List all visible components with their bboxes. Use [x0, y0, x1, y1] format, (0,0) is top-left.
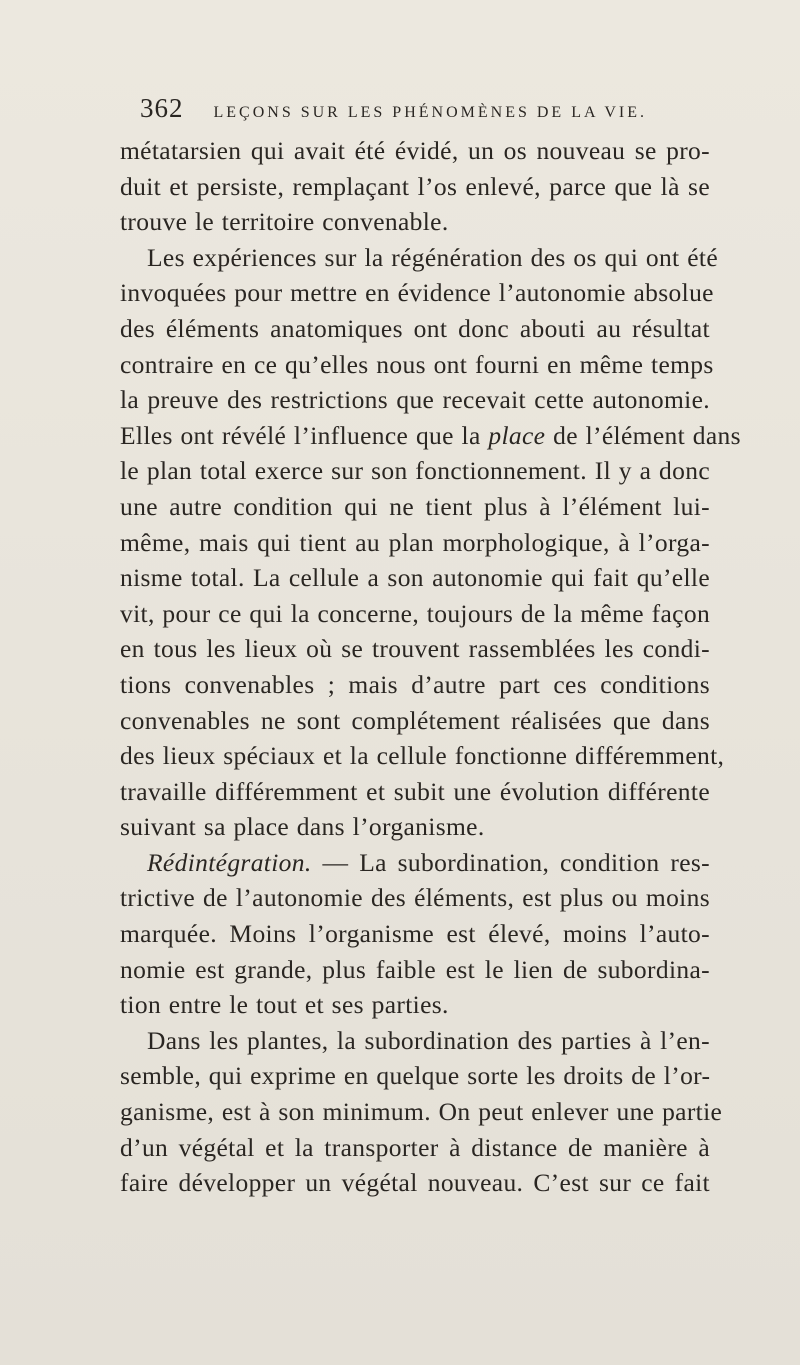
text-line: le plan total exerce sur son fonctionnement. Il y a donc: [120, 456, 710, 486]
text-line: duit et persiste, remplaçant l’os enlevé, parce que là se: [120, 171, 710, 201]
text-line: semble, qui exprime en quelque sorte les droits de l’or-: [120, 1061, 711, 1091]
text-line: nomie est grande, plus faible est le lien de subordina-: [120, 954, 710, 984]
running-title: LEÇONS SUR LES PHÉNOMÈNES DE LA VIE.: [213, 104, 647, 121]
text-segment: Elles ont révélé l’influence que la: [120, 420, 481, 450]
text-line: vit, pour ce qui la concerne, toujours de la même façon: [120, 598, 711, 628]
text-line: la preuve des restrictions que recevait cette autonomie.: [120, 385, 710, 415]
text-line: métatarsien qui avait été évidé, un os nouveau se pro-: [120, 136, 710, 165]
text-line: trictive de l’autonomie des éléments, est plus ou moins: [120, 883, 710, 913]
section-heading-redintegration: Rédintégration.: [147, 847, 312, 877]
running-head: [140, 93, 700, 123]
text-line: contraire en ce qu’elles nous ont fourni en même temps: [120, 349, 714, 379]
text-line: des lieux spéciaux et la cellule fonctionne différemment,: [120, 741, 725, 771]
text-line: une autre condition qui ne tient plus à l’élément lui-: [120, 491, 710, 521]
body-text: [120, 133, 741, 1201]
paragraph-1: [120, 133, 710, 240]
text-line: tions convenables ; mais d’autre part ces conditions: [120, 669, 710, 699]
text-line: ganisme, est à son minimum. On peut enlever une partie: [120, 1097, 723, 1127]
text-line: trouve le territoire convenable.: [120, 207, 449, 237]
text-line: tion entre le tout et ses parties.: [120, 990, 449, 1020]
text-line: [120, 418, 741, 454]
text-line: même, mais qui tient au plan morphologique, à l’orga-: [120, 527, 710, 557]
text-segment: — La subordination, condition res-: [322, 847, 710, 877]
text-line: Dans les plantes, la subordination des parties à l’en-: [147, 1025, 710, 1055]
paragraph-3: [120, 845, 710, 1023]
text-line: convenables ne sont complétement réalisées que dans: [120, 705, 710, 735]
paragraph-2: [120, 240, 741, 845]
text-line: Les expériences sur la régénération des os qui ont été: [147, 242, 718, 272]
paragraph-4: [120, 1023, 723, 1201]
text-line: invoquées pour mettre en évidence l’autonomie absolue: [120, 278, 714, 308]
text-line: d’un végétal et la transporter à distance de manière à: [120, 1132, 710, 1162]
text-line: suivant sa place dans l’organisme.: [120, 812, 485, 842]
text-line: marquée. Moins l’organisme est élevé, moins l’auto-: [120, 919, 710, 949]
text-line: en tous les lieux où se trouvent rassemblées les condi-: [120, 634, 710, 664]
text-segment: de l’élément dans: [553, 420, 741, 450]
text-line: travaille différemment et subit une évolution différente: [120, 776, 710, 806]
emphasis-place: place: [488, 420, 546, 450]
text-line: [120, 845, 710, 881]
text-line: des éléments anatomiques ont donc abouti au résultat: [120, 313, 710, 343]
text-line: faire développer un végétal nouveau. C’est sur ce fait: [120, 1168, 710, 1198]
page-number: 362: [140, 93, 184, 123]
text-line: nisme total. La cellule a son autonomie qui fait qu’elle: [120, 563, 710, 593]
